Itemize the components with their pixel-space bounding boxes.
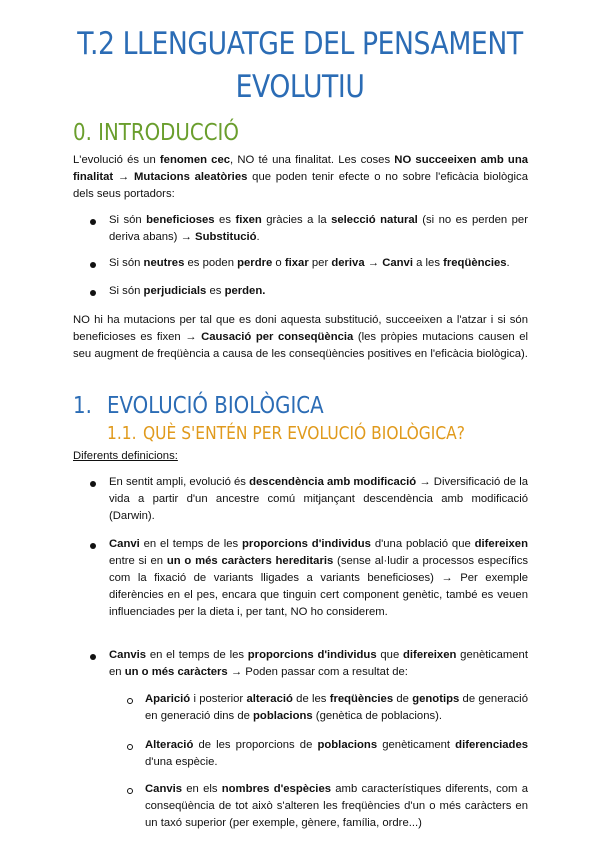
bold-text-segment: freqüències: [329, 693, 394, 705]
definition-bullet-3: [109, 647, 528, 681]
intro-bullet-3: [109, 283, 528, 300]
subsection-1-1-number: 1.1.: [107, 423, 137, 444]
bold-text-segment: fenomen cec: [159, 154, 231, 166]
sub-bullet-circle-icon: [127, 698, 133, 704]
intro-paragraph-2: [73, 312, 528, 363]
sub-bullet-circle-icon: [127, 788, 133, 794]
text-segment: .: [506, 257, 510, 269]
text-segment: per: [308, 257, 332, 269]
sub-bullet-2: [145, 737, 528, 771]
sub-bullet-1: [145, 691, 528, 725]
text-segment: .: [256, 231, 260, 243]
text-segment: es poden: [184, 257, 238, 269]
text-segment: Si són: [109, 285, 144, 297]
bold-text-segment: diferenciades: [455, 739, 529, 751]
bullet-icon: [90, 481, 96, 487]
text-segment: que poden tenir efecte o no sobre l'eficàcia biològica dels seus portadors:: [73, 171, 528, 200]
bold-text-segment: neutres: [143, 257, 185, 269]
text-segment: (sense al·ludir a processos específics com la fixació de variants lligades a variants beneficioses) → Per exemple diferències en el pes, encara que tinguin cert component genètic, també es veuen influenciades per la dieta i, per tant, NO ho considerem.: [109, 555, 528, 618]
text-segment: en el temps de les: [139, 538, 243, 550]
text-segment: (si no es perden per deriva abans) →: [109, 214, 528, 243]
intro-bullet-1: [109, 212, 528, 246]
document-title-line-1: T.2 LLENGUATGE DEL PENSAMENT: [77, 26, 523, 62]
text-segment: d'una població que: [370, 538, 475, 550]
bold-text-segment: NO succeeixen amb una finalitat → Mutacions aleatòries: [73, 154, 529, 183]
text-segment: es: [214, 214, 236, 226]
bold-text-segment: poblacions: [253, 710, 313, 722]
bold-text-segment: fixar: [284, 257, 309, 269]
text-segment: Si són: [109, 214, 147, 226]
intro-bullet-2: [109, 255, 528, 272]
text-segment: que: [376, 649, 404, 661]
bullet-icon: [90, 219, 96, 225]
bullet-icon: [90, 290, 96, 296]
bold-text-segment: un o més caràcters →: [124, 666, 243, 678]
definition-bullet-1: [109, 474, 528, 525]
text-segment: , NO té una finalitat. Les coses: [230, 154, 395, 166]
bold-text-segment: perden.: [224, 285, 266, 297]
text-segment: i posterior: [190, 693, 247, 705]
bold-text-segment: proporcions d'individus: [242, 538, 371, 550]
text-segment: de les: [292, 693, 330, 705]
bold-text-segment: Canvis: [109, 649, 147, 661]
intro-paragraph-1: [73, 152, 528, 203]
bold-text-segment: descendència amb modificació →: [249, 476, 431, 488]
bullet-icon: [90, 262, 96, 268]
bold-text-segment: perdre: [237, 257, 273, 269]
text-segment: o: [272, 257, 285, 269]
section-1-heading: EVOLUCIÓ BIOLÒGICA: [107, 393, 324, 419]
bold-text-segment: selecció natural: [331, 214, 418, 226]
subsection-1-1-heading: QUÈ S'ENTÉN PER EVOLUCIÓ BIOLÒGICA?: [143, 423, 465, 444]
bold-text-segment: Substitució: [195, 231, 257, 243]
section-1-number: 1.: [73, 393, 92, 419]
text-segment: amb característiques diferents, com a conseqüència de tot això s'alteren les freqüències d'un o més caràcters en un taxó superior (per exemple, gènere, família, ordre...): [145, 783, 528, 829]
text-segment: en el temps de les: [146, 649, 248, 661]
bullet-icon: [90, 654, 96, 660]
bold-text-segment: poblacions: [317, 739, 378, 751]
bullet-icon: [90, 543, 96, 549]
bold-text-segment: Causació per conseqüència: [201, 331, 354, 343]
text-segment: Poden passar com a resultat de:: [242, 666, 408, 678]
definitions-label: Diferents definicions:: [73, 450, 178, 462]
text-segment: a les: [412, 257, 444, 269]
text-segment: NO hi ha mutacions per tal que es doni aquesta substitució, succeeixen a l'atzar i si són beneficioses es fixen →: [73, 314, 528, 343]
text-segment: (genètica de poblacions).: [312, 710, 443, 722]
text-segment: L'evolució és un: [73, 154, 160, 166]
bold-text-segment: Canvis: [145, 783, 183, 795]
text-segment: es: [206, 285, 225, 297]
text-segment: (les pròpies mutacions causen el seu augment de freqüència a causa de les conseqüències positives en l'eficàcia biològica).: [73, 331, 528, 360]
text-segment: de: [393, 693, 413, 705]
definition-bullet-2: [109, 536, 528, 621]
bold-text-segment: proporcions d'individus: [247, 649, 377, 661]
sub-bullet-3: [145, 781, 528, 832]
bold-text-segment: Aparició: [145, 693, 191, 705]
text-segment: de generació en generació dins de: [145, 693, 528, 722]
bold-text-segment: difereixen: [474, 538, 528, 550]
text-segment: entre si en: [109, 555, 167, 567]
bold-text-segment: genotips: [412, 693, 460, 705]
bold-text-segment: perjudicials: [143, 285, 207, 297]
text-segment: gràcies a la: [261, 214, 332, 226]
bold-text-segment: Alteració: [145, 739, 194, 751]
text-segment: de les proporcions de: [193, 739, 318, 751]
document-title-line-2: EVOLUTIU: [235, 69, 365, 105]
text-segment: en els: [182, 783, 222, 795]
bold-text-segment: un o més caràcters hereditaris: [166, 555, 334, 567]
text-segment: Si són: [109, 257, 144, 269]
text-segment: Diversificació de la vida a partir d'un ancestre comú mitjançant descendència amb modificació (Darwin).: [109, 476, 528, 522]
text-segment: genèticament en: [109, 649, 528, 678]
bold-text-segment: deriva → Canvi: [331, 257, 413, 269]
bold-text-segment: difereixen: [403, 649, 457, 661]
text-segment: genèticament: [377, 739, 456, 751]
bold-text-segment: fixen: [235, 214, 262, 226]
sub-bullet-circle-icon: [127, 744, 133, 750]
text-segment: En sentit ampli, evolució és: [109, 476, 250, 488]
bold-text-segment: alteració: [246, 693, 293, 705]
intro-heading: 0. INTRODUCCIÓ: [73, 120, 239, 146]
bold-text-segment: Canvi: [109, 538, 140, 550]
bold-text-segment: nombres d'espècies: [221, 783, 332, 795]
bold-text-segment: freqüències: [443, 257, 507, 269]
text-segment: d'una espècie.: [145, 756, 218, 768]
bold-text-segment: beneficioses: [146, 214, 215, 226]
